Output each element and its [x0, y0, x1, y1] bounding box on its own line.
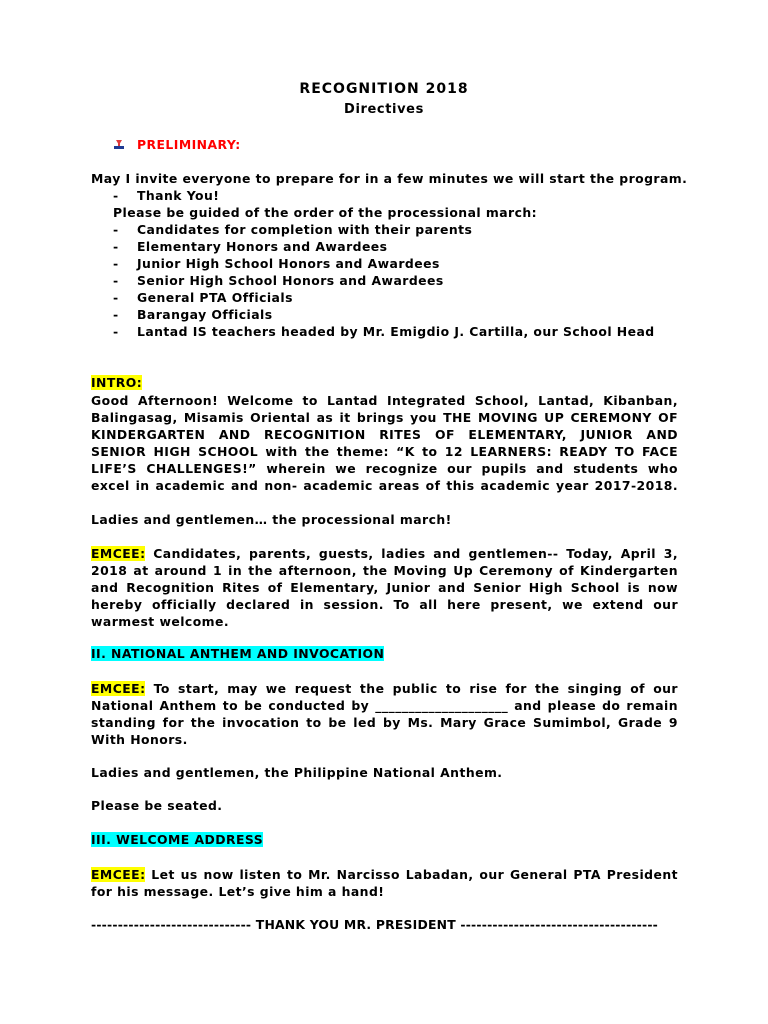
intro-paragraph: Good Afternoon! Welcome to Lantad Integrated School, Lantad, Kibanban, Balingasag, Misamis Oriental as it brings you THE MOVING UP CEREMONY OF KINDERGARTEN AND RECOGNITION RITES OF ELEMENTARY, JUNIOR AND SENIOR HIGH SCHOOL with the theme: “K to 12 LEARNERS: READY TO FACE LIFE’S CHALLENGES!” wherein we recognize our pupils and students who excel in academic and non- academic areas of this academic year 2017-2018.	[91, 393, 678, 493]
welcome-heading: III. WELCOME ADDRESS	[91, 832, 264, 847]
march-order-item: - Junior High School Honors and Awardees	[113, 256, 440, 271]
thank-you-president: ------------------------------ THANK YOU MR. PRESIDENT -------------------------------------	[91, 917, 659, 932]
march-order-item: - Candidates for completion with their parents	[113, 222, 473, 237]
emcee-label: EMCEE:	[91, 546, 146, 561]
march-order-item: - General PTA Officials	[113, 290, 293, 305]
march-order-item: - Barangay Officials	[113, 307, 273, 322]
please-be-seated: Please be seated.	[91, 798, 223, 813]
anthem-heading: II. NATIONAL ANTHEM AND INVOCATION	[91, 646, 385, 661]
document-title: RECOGNITION 2018	[299, 81, 469, 97]
preliminary-heading: PRELIMINARY:	[137, 137, 241, 152]
emcee-welcome-paragraph: EMCEE: Let us now listen to Mr. Narcisso Labadan, our General PTA President for his message. Let’s give him a hand!	[91, 867, 678, 899]
processional-announcement: Ladies and gentlemen… the processional march!	[91, 512, 452, 527]
arrow-bullet-icon	[113, 139, 125, 151]
march-order-item: - Lantad IS teachers headed by Mr. Emigdio J. Cartilla, our School Head	[113, 324, 655, 339]
march-order-item: - Senior High School Honors and Awardees	[113, 273, 444, 288]
intro-heading: INTRO:	[91, 375, 143, 390]
emcee-label: EMCEE:	[91, 867, 146, 882]
march-order-item: - Elementary Honors and Awardees	[113, 239, 388, 254]
emcee-opening-paragraph: EMCEE: Candidates, parents, guests, ladies and gentlemen-- Today, April 3, 2018 at around 1 in the afternoon, the Moving Up Ceremony of Kindergarten and Recognition Rites of Elementary, Junior and Senior High School is now hereby officially declared in session. To all here present, we extend our warmest welcome.	[91, 546, 678, 629]
emcee-label: EMCEE:	[91, 681, 146, 696]
document-subtitle: Directives	[344, 102, 424, 117]
processional-guide: Please be guided of the order of the processional march:	[113, 205, 538, 220]
anthem-announcement: Ladies and gentlemen, the Philippine National Anthem.	[91, 765, 503, 780]
thank-you-item: - Thank You!	[113, 188, 220, 203]
preliminary-invite: May I invite everyone to prepare for in a few minutes we will start the program.	[91, 171, 688, 186]
emcee-anthem-paragraph: EMCEE: To start, may we request the public to rise for the singing of our National Anthem to be conducted by ____________________ and please do remain standing for the invocation to be led by Ms. Mary Grace Sumimbol, Grade 9 With Honors.	[91, 681, 678, 747]
